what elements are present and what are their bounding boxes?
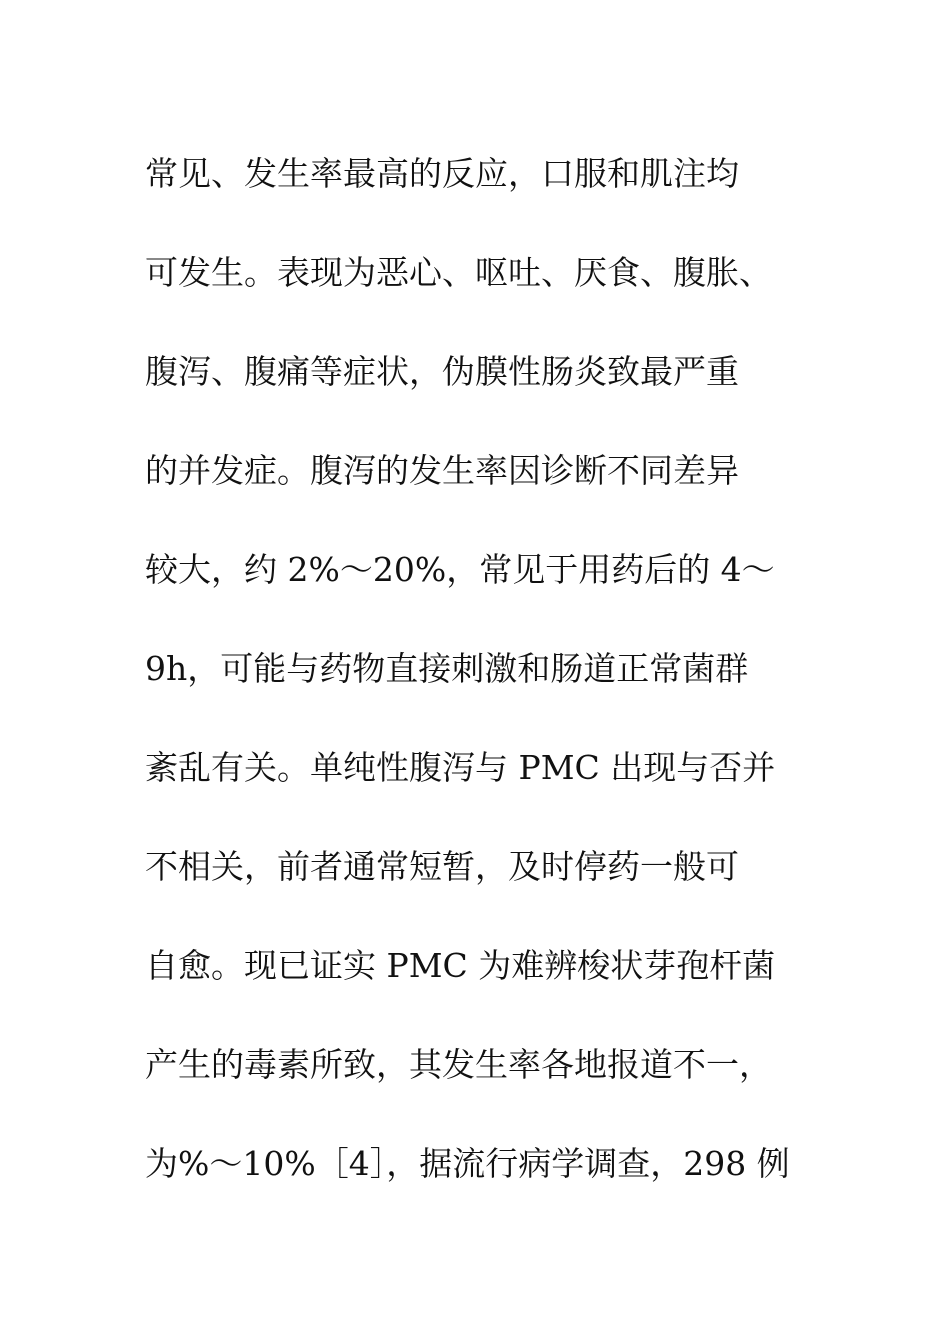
text-line: 较大，约 2%～20%，常见于用药后的 4～	[145, 550, 775, 589]
text-line: 9h，可能与药物直接刺激和肠道正常菌群	[145, 649, 749, 688]
text-line: 为%～10%［4］，据流行病学调查，298 例	[145, 1144, 790, 1183]
text-line: 紊乱有关。单纯性腹泻与 PMC 出现与否并	[145, 748, 776, 787]
text-line: 产生的毒素所致，其发生率各地报道不一，	[145, 1045, 772, 1084]
text-line: 腹泻、腹痛等症状，伪膜性肠炎致最严重	[145, 352, 739, 391]
text-line: 自愈。现已证实 PMC 为难辨梭状芽孢杆菌	[145, 946, 776, 985]
text-line: 可发生。表现为恶心、呕吐、厌食、腹胀、	[145, 253, 772, 292]
text-line: 的并发症。腹泻的发生率因诊断不同差异	[145, 451, 739, 490]
text-line: 常见、发生率最高的反应，口服和肌注均	[145, 154, 739, 193]
text-line: 不相关，前者通常短暂，及时停药一般可	[145, 847, 739, 886]
body-text	[145, 124, 815, 1213]
